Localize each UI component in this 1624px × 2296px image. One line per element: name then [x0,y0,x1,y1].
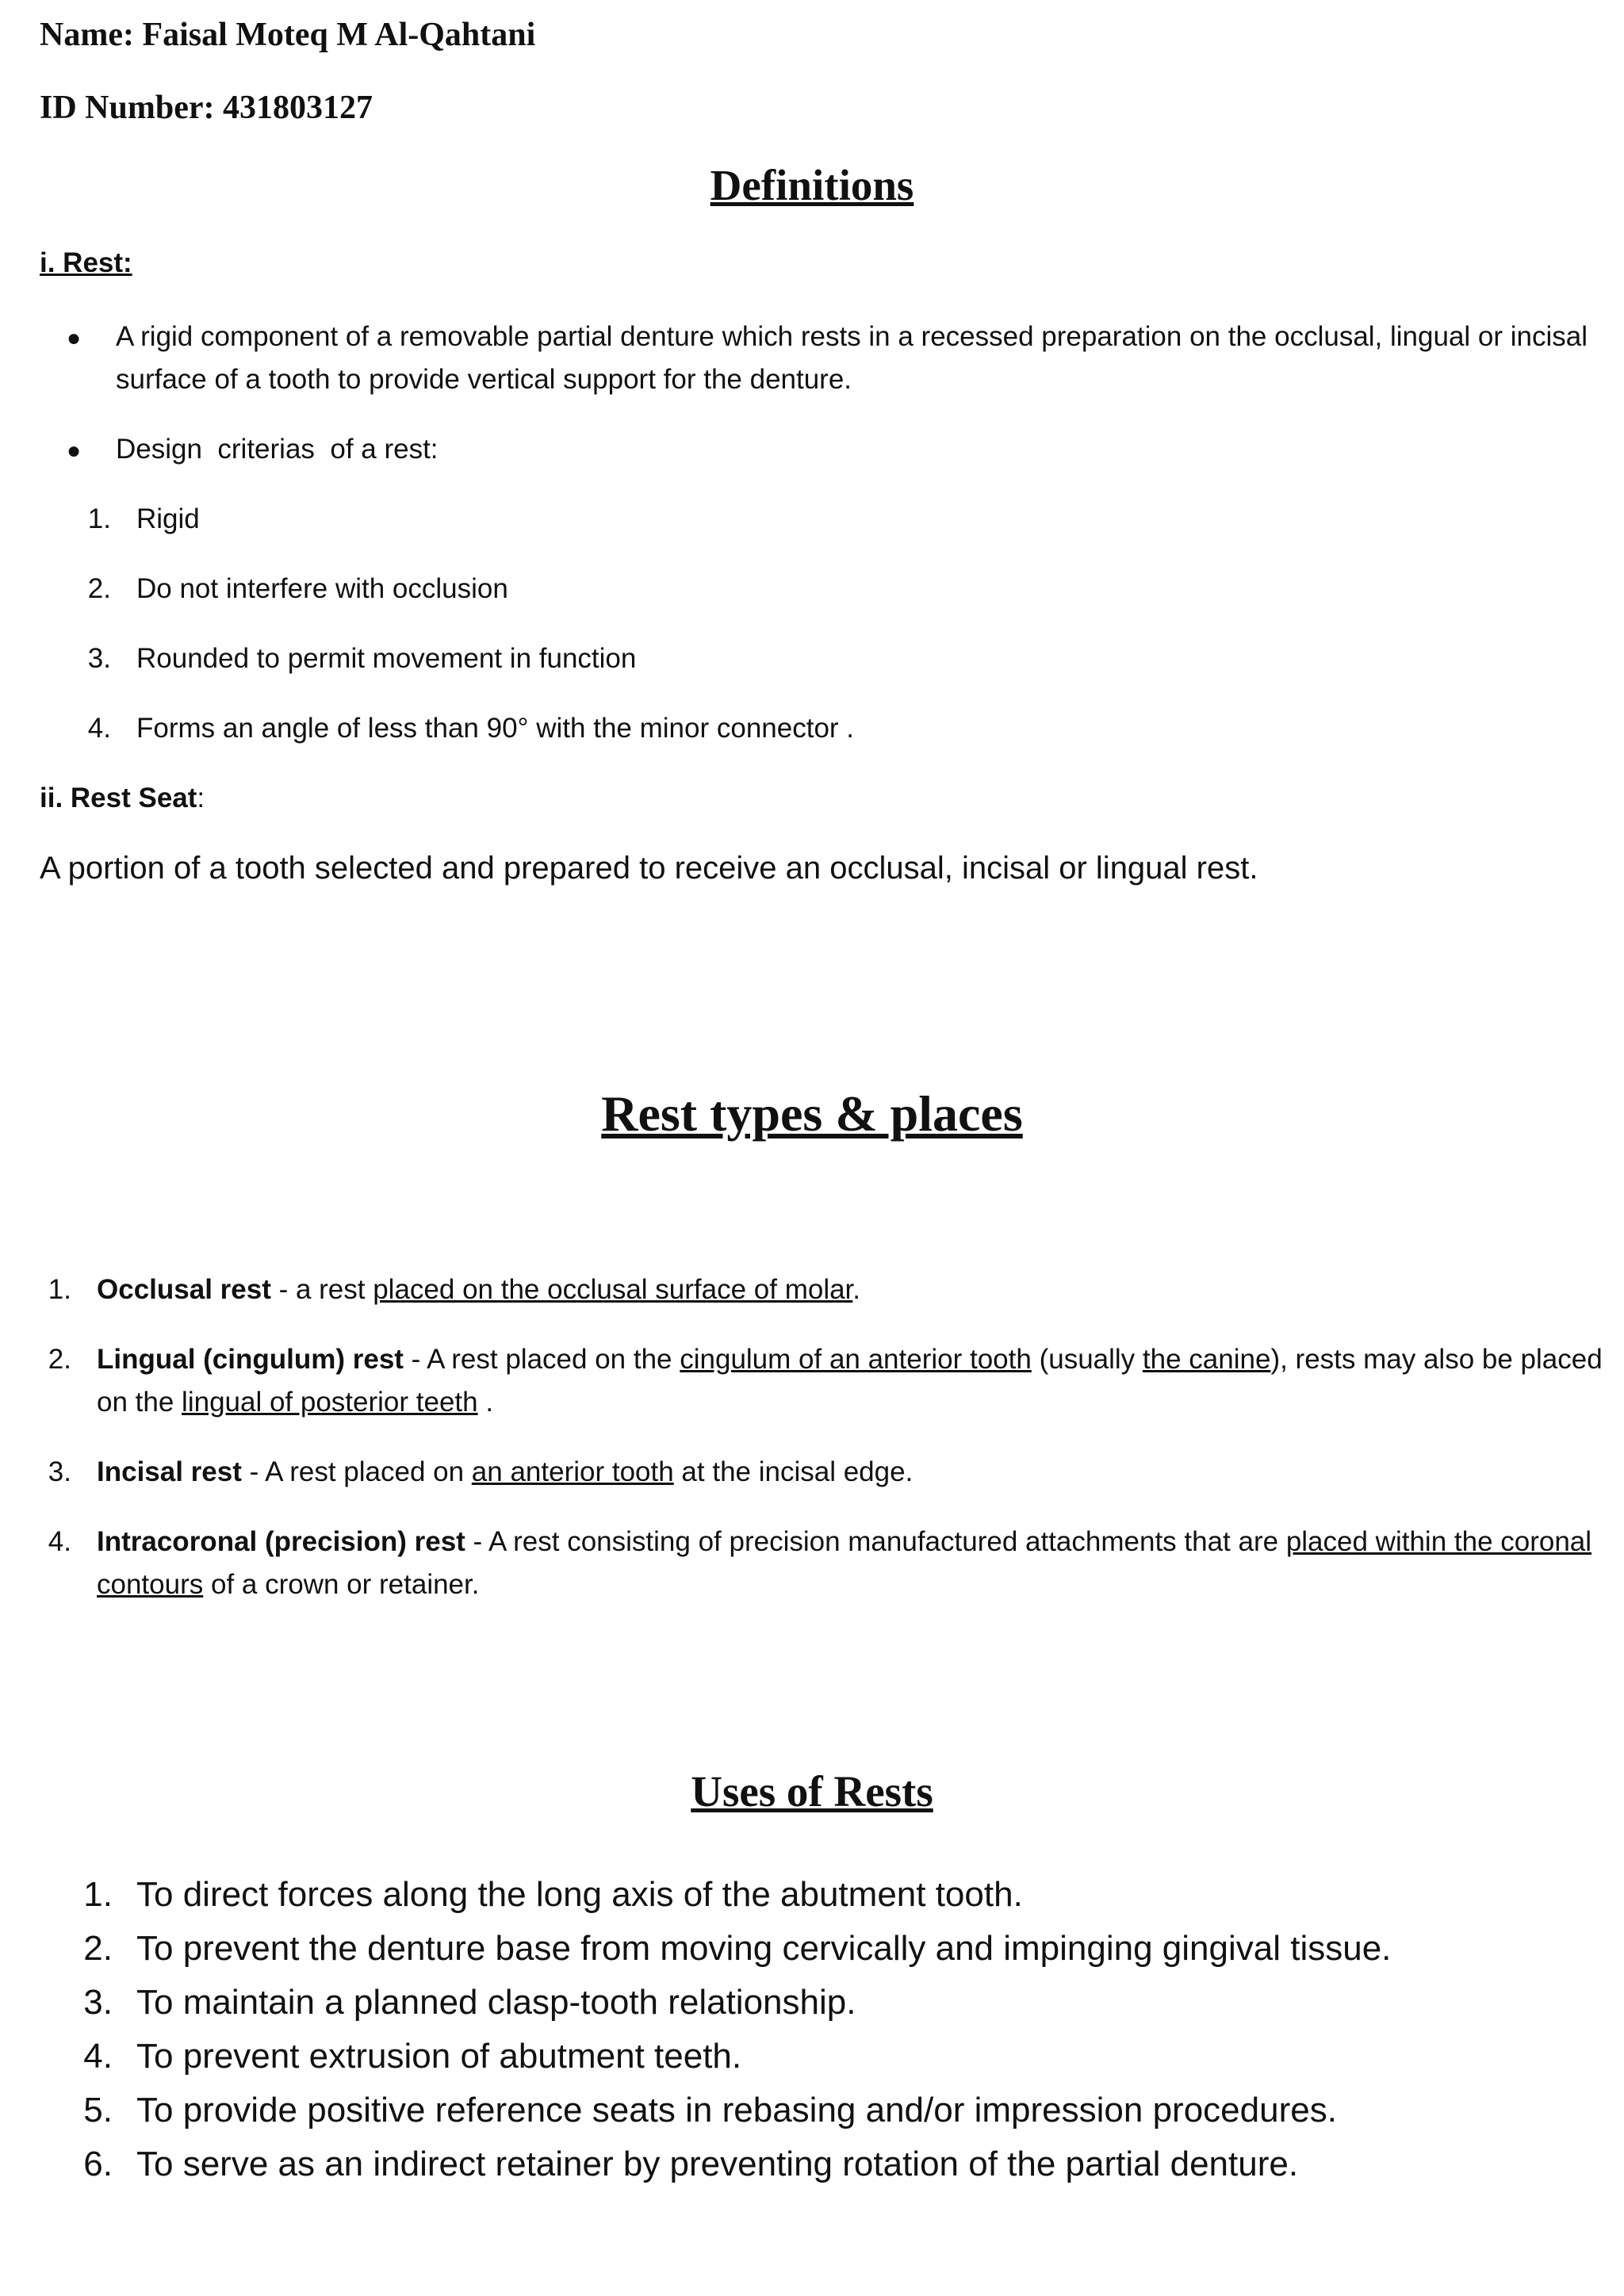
rest-type-number: 4. [48,1526,71,1557]
criteria-number: 1. [87,503,111,534]
use-item: To prevent extrusion of abutment teeth. [136,2037,742,2076]
use-item: To direct forces along the long axis of the abutment tooth. [136,1875,1023,1914]
rest-heading: i. Rest: [40,247,132,278]
use-number: 4. [83,2037,113,2076]
criteria-item: Do not interfere with occlusion [136,573,508,604]
rest-definition: A rigid component of a removable partial denture which rests in a recessed preparation on the occlusal, lingual or incisal surface of a tooth to provide vertical support for the denture. [116,321,1588,395]
student-id: ID Number: 431803127 [40,90,373,126]
definitions-title: Definitions [710,161,914,209]
rest-type-item: Incisal rest - A rest placed on an anterior tooth at the incisal edge. [97,1456,914,1487]
criteria-item: Rounded to permit movement in function [136,643,637,674]
use-number: 2. [83,1929,113,1968]
rest-seat-heading: ii. Rest Seat: [40,783,205,813]
criteria-number: 3. [87,643,111,674]
use-item: To provide positive reference seats in rebasing and/or impression procedures. [136,2091,1337,2130]
use-item: To prevent the denture base from moving cervically and impinging gingival tissue. [136,1929,1392,1968]
criteria-item: Rigid [136,503,200,534]
use-number: 5. [83,2091,113,2130]
rest-type-item: Intracoronal (precision) rest - A rest consisting of precision manufactured attachments that are placed within the coronal contours of a crown or retainer. [97,1526,1592,1600]
use-item: To serve as an indirect retainer by preventing rotation of the partial denture. [136,2145,1299,2183]
rest-type-item: Occlusal rest - a rest placed on the occlusal surface of molar. [97,1274,861,1305]
design-criteria-label: Design criterias of a rest: [116,434,439,465]
rest-type-number: 3. [48,1456,71,1487]
use-number: 6. [83,2145,113,2183]
criteria-number: 2. [87,573,111,604]
use-number: 3. [83,1983,113,2022]
rest-types-title: Rest types & places [601,1085,1023,1142]
student-name: Name: Faisal Moteq M Al-Qahtani [40,17,536,53]
use-number: 1. [83,1875,113,1914]
bullet-icon: ● [66,438,82,464]
bullet-icon: ● [66,325,82,351]
use-item: To maintain a planned clasp-tooth relationship. [136,1983,856,2022]
rest-type-number: 2. [48,1344,71,1375]
criteria-item: Forms an angle of less than 90° with the minor connector . [136,713,855,744]
rest-type-number: 1. [48,1274,71,1305]
uses-title: Uses of Rests [691,1767,933,1816]
criteria-number: 4. [87,713,111,744]
rest-type-item: Lingual (cingulum) rest - A rest placed on the cingulum of an anterior tooth (usually the canine), rests may also be placed on the lingual of posterior teeth . [97,1344,1603,1418]
rest-seat-definition: A portion of a tooth selected and prepared to receive an occlusal, incisal or lingual rest. [40,851,1258,886]
